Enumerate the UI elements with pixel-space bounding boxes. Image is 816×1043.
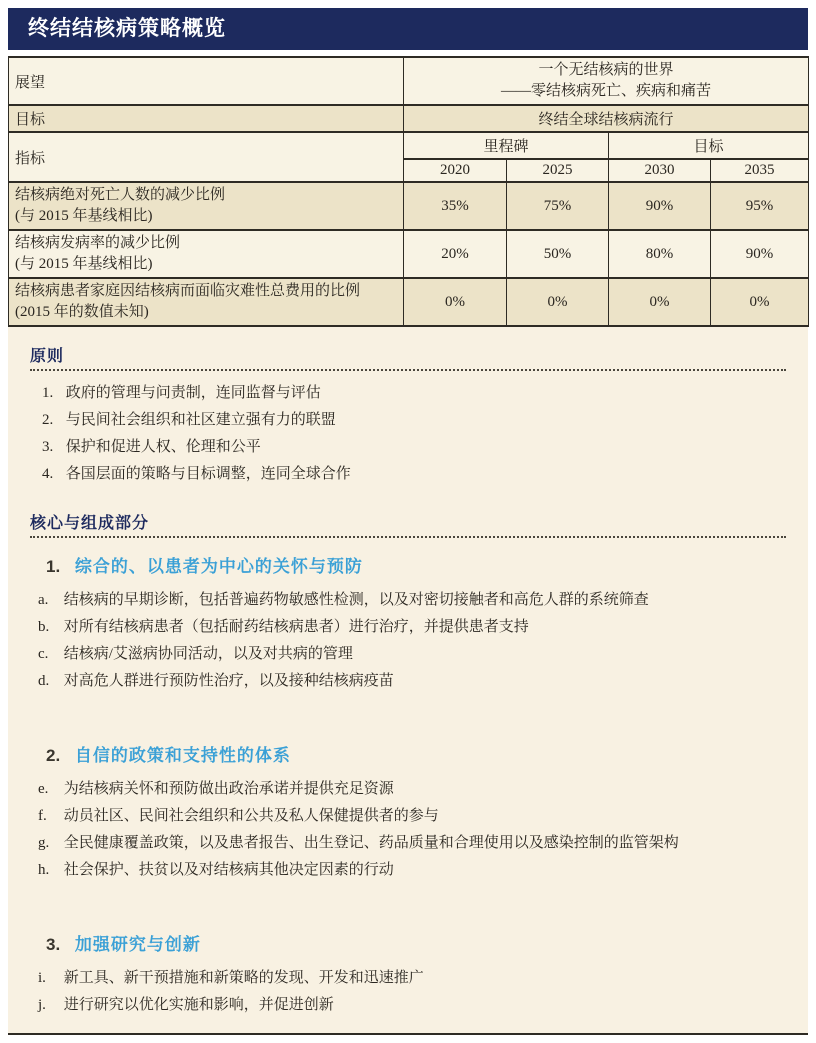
component-item-a bbox=[30, 587, 786, 614]
component-d-text: 对高危人群进行预防性治疗，以及接种结核病疫苗 bbox=[63, 673, 394, 689]
incidence-2030-value: 80% bbox=[609, 230, 711, 278]
indicator-incidence-label-line1: 结核病发病率的减少比例 bbox=[15, 235, 181, 251]
goal-label: 目标 bbox=[9, 105, 404, 132]
principle-4-number: 4. bbox=[42, 466, 54, 482]
vision-label: 展望 bbox=[9, 57, 404, 105]
costs-2025-value: 0% bbox=[507, 278, 609, 326]
dotted-divider-principles bbox=[30, 369, 786, 371]
component-j-text: 进行研究以优化实施和影响，并促进创新 bbox=[63, 997, 334, 1013]
table-row-milestone-header bbox=[9, 132, 809, 159]
milestones-header: 里程碑 bbox=[404, 132, 609, 159]
component-h-letter: h. bbox=[38, 862, 50, 878]
indicator-incidence-label-line2: (与 2015 年基线相比) bbox=[15, 256, 153, 272]
principle-item-2 bbox=[30, 407, 786, 434]
indicator-costs-label-line2: (2015 年的数值未知) bbox=[15, 304, 149, 320]
indicator-costs-label bbox=[9, 278, 404, 326]
incidence-2020-value: 20% bbox=[404, 230, 507, 278]
table-row-vision bbox=[9, 57, 809, 105]
incidence-2035-value: 90% bbox=[711, 230, 809, 278]
pillar-1-heading bbox=[30, 552, 786, 577]
component-e-text: 为结核病关怀和预防做出政治承诺并提供充足资源 bbox=[63, 781, 394, 797]
component-c-text: 结核病/艾滋病协同活动，以及对共病的管理 bbox=[63, 646, 353, 662]
component-h-text: 社会保护、扶贫以及对结核病其他决定因素的行动 bbox=[63, 862, 394, 878]
component-f-letter: f. bbox=[38, 808, 47, 824]
pillars-heading: 核心与组成部分 bbox=[30, 515, 150, 532]
strategy-table bbox=[8, 56, 809, 327]
indicator-deaths-label bbox=[9, 182, 404, 230]
pillar-3-number: 3. bbox=[46, 935, 61, 954]
component-f-text: 动员社区、民间社会组织和公共及私人保健提供者的参与 bbox=[63, 808, 439, 824]
principles-heading: 原则 bbox=[30, 348, 65, 365]
table-row-goal bbox=[9, 105, 809, 132]
component-item-h bbox=[30, 857, 786, 884]
component-b-letter: b. bbox=[38, 619, 50, 635]
pillars-block bbox=[30, 510, 786, 1019]
component-a-text: 结核病的早期诊断，包括普遍药物敏感性检测，以及对密切接触者和高危人群的系统筛查 bbox=[63, 592, 649, 608]
indicator-incidence-label bbox=[9, 230, 404, 278]
year-2035: 2035 bbox=[711, 159, 809, 182]
indicator-costs-label-line1: 结核病患者家庭因结核病而面临灾难性总费用的比例 bbox=[15, 283, 361, 299]
indicators-label: 指标 bbox=[9, 132, 404, 182]
component-item-d bbox=[30, 668, 786, 695]
component-item-f bbox=[30, 803, 786, 830]
vision-value-line1: 一个无结核病的世界 bbox=[538, 62, 674, 78]
pillar-3-heading bbox=[30, 930, 786, 955]
deaths-2020-value: 35% bbox=[404, 182, 507, 230]
year-2025: 2025 bbox=[507, 159, 609, 182]
component-b-text: 对所有结核病患者（包括耐药结核病患者）进行治疗，并提供患者支持 bbox=[63, 619, 529, 635]
component-item-b bbox=[30, 614, 786, 641]
component-c-letter: c. bbox=[38, 646, 49, 662]
year-2020: 2020 bbox=[404, 159, 507, 182]
deaths-2035-value: 95% bbox=[711, 182, 809, 230]
indicator-deaths-label-line1: 结核病绝对死亡人数的减少比例 bbox=[15, 187, 226, 203]
pillar-1-title: 综合的、以患者为中心的关怀与预防 bbox=[74, 557, 363, 576]
incidence-2025-value: 50% bbox=[507, 230, 609, 278]
component-item-i bbox=[30, 965, 786, 992]
principle-1-number: 1. bbox=[42, 385, 54, 401]
component-g-letter: g. bbox=[38, 835, 50, 851]
component-item-g bbox=[30, 830, 786, 857]
principle-3-number: 3. bbox=[42, 439, 54, 455]
component-d-letter: d. bbox=[38, 673, 50, 689]
component-i-letter: i. bbox=[38, 970, 46, 986]
principle-1-text: 政府的管理与问责制，连同监督与评估 bbox=[65, 385, 321, 401]
pillar-3-title: 加强研究与创新 bbox=[74, 935, 201, 954]
lower-section bbox=[8, 327, 808, 1035]
component-item-j bbox=[30, 992, 786, 1019]
goal-value: 终结全球结核病流行 bbox=[404, 105, 809, 132]
principle-item-3 bbox=[30, 434, 786, 461]
costs-2020-value: 0% bbox=[404, 278, 507, 326]
vision-value bbox=[404, 57, 809, 105]
pillar-2-number: 2. bbox=[46, 746, 61, 765]
table-row-indicator-costs bbox=[9, 278, 809, 326]
component-i-text: 新工具、新干预措施和新策略的发现、开发和迅速推广 bbox=[63, 970, 424, 986]
principle-item-1 bbox=[30, 380, 786, 407]
principle-4-text: 各国层面的策略与目标调整，连同全球合作 bbox=[65, 466, 351, 482]
pillar-2-title: 自信的政策和支持性的体系 bbox=[74, 746, 291, 765]
deaths-2025-value: 75% bbox=[507, 182, 609, 230]
pillar-1-number: 1. bbox=[46, 557, 61, 576]
table-row-indicator-incidence bbox=[9, 230, 809, 278]
targets-header: 目标 bbox=[609, 132, 809, 159]
component-e-letter: e. bbox=[38, 781, 49, 797]
pillar-2-heading bbox=[30, 741, 786, 766]
component-item-c bbox=[30, 641, 786, 668]
principle-item-4 bbox=[30, 461, 786, 488]
vision-value-line2: ——零结核病死亡、疾病和痛苦 bbox=[501, 83, 712, 99]
costs-2035-value: 0% bbox=[711, 278, 809, 326]
component-a-letter: a. bbox=[38, 592, 49, 608]
component-item-e bbox=[30, 776, 786, 803]
year-2030: 2030 bbox=[609, 159, 711, 182]
deaths-2030-value: 90% bbox=[609, 182, 711, 230]
table-row-indicator-deaths bbox=[9, 182, 809, 230]
indicator-deaths-label-line2: (与 2015 年基线相比) bbox=[15, 208, 153, 224]
costs-2030-value: 0% bbox=[609, 278, 711, 326]
principle-2-number: 2. bbox=[42, 412, 54, 428]
page-title: 终结结核病策略概览 bbox=[8, 8, 808, 50]
principle-2-text: 与民间社会组织和社区建立强有力的联盟 bbox=[65, 412, 336, 428]
principle-3-text: 保护和促进人权、伦理和公平 bbox=[65, 439, 261, 455]
component-j-letter: j. bbox=[38, 997, 46, 1013]
dotted-divider-pillars bbox=[30, 536, 786, 538]
component-g-text: 全民健康覆盖政策，以及患者报告、出生登记、药品质量和合理使用以及感染控制的监管架构 bbox=[63, 835, 679, 851]
